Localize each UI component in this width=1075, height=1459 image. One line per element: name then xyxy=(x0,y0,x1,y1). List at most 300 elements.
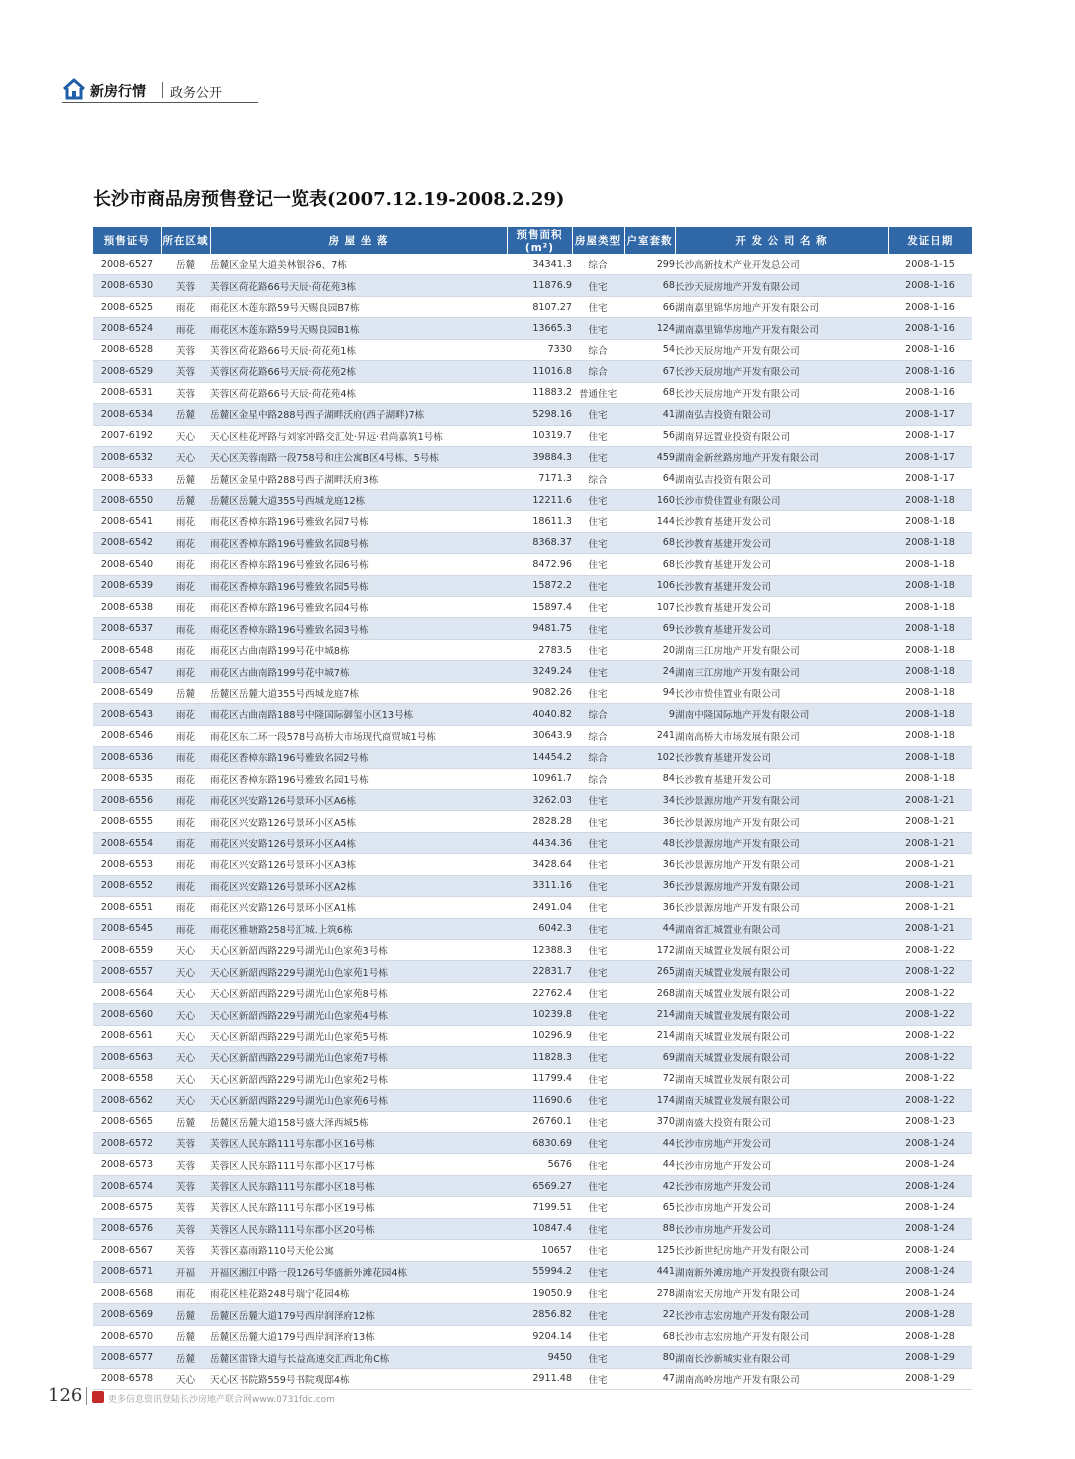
cell-issue-date: 2008-1-22 xyxy=(888,1004,972,1025)
cell-developer: 湖南天城置业发展有限公司 xyxy=(675,961,888,982)
cell-permit-no: 2008-6563 xyxy=(93,1047,161,1068)
cell-issue-date: 2008-1-22 xyxy=(888,1047,972,1068)
cell-area: 19050.9 xyxy=(507,1283,572,1304)
cell-units: 268 xyxy=(624,982,675,1003)
cell-area: 10657 xyxy=(507,1240,572,1261)
table-row xyxy=(93,425,972,446)
cell-units: 69 xyxy=(624,1047,675,1068)
cell-area: 2856.82 xyxy=(507,1304,572,1325)
cell-location: 天心区桂花坪路与刘家冲路交汇处·昇远·君尚嘉筑1号栋 xyxy=(210,425,507,446)
cell-units: 278 xyxy=(624,1283,675,1304)
cell-developer: 湖南宏天房地产开发有限公司 xyxy=(675,1283,888,1304)
table-row xyxy=(93,1197,972,1218)
cell-units: 66 xyxy=(624,296,675,317)
cell-developer: 长沙新世纪房地产开发有限公司 xyxy=(675,1240,888,1261)
table-row xyxy=(93,404,972,425)
cell-permit-no: 2008-6578 xyxy=(93,1368,161,1389)
cell-developer: 湖南金新丝路房地产开发有限公司 xyxy=(675,446,888,467)
cell-issue-date: 2008-1-24 xyxy=(888,1132,972,1153)
cell-developer: 长沙教育基建开发公司 xyxy=(675,511,888,532)
cell-units: 214 xyxy=(624,1025,675,1046)
table-row xyxy=(93,811,972,832)
cell-location: 天心区新韶西路229号湖光山色家苑2号栋 xyxy=(210,1068,507,1089)
table-row xyxy=(93,961,972,982)
cell-district: 芙蓉 xyxy=(161,1197,210,1218)
cell-permit-no: 2008-6541 xyxy=(93,511,161,532)
cell-district: 岳麓 xyxy=(161,1347,210,1368)
cell-permit-no: 2008-6558 xyxy=(93,1068,161,1089)
cell-issue-date: 2008-1-18 xyxy=(888,511,972,532)
house-icon xyxy=(62,78,86,100)
cell-type: 住宅 xyxy=(572,425,624,446)
cell-district: 雨花 xyxy=(161,918,210,939)
cell-units: 68 xyxy=(624,554,675,575)
cell-units: 125 xyxy=(624,1240,675,1261)
cell-units: 36 xyxy=(624,811,675,832)
table-header-row xyxy=(93,227,972,254)
cell-developer: 湖南嘉里锦华房地产开发有限公司 xyxy=(675,296,888,317)
cell-location: 岳麓区岳麓大道355号西城龙庭7栋 xyxy=(210,682,507,703)
header-title: 新房行情 xyxy=(90,84,146,100)
cell-units: 80 xyxy=(624,1347,675,1368)
cell-district: 雨花 xyxy=(161,704,210,725)
cell-type: 住宅 xyxy=(572,854,624,875)
cell-permit-no: 2008-6576 xyxy=(93,1218,161,1239)
cell-permit-no: 2008-6527 xyxy=(93,254,161,275)
cell-issue-date: 2008-1-21 xyxy=(888,897,972,918)
cell-area: 2783.5 xyxy=(507,639,572,660)
cell-permit-no: 2008-6562 xyxy=(93,1090,161,1111)
cell-location: 岳麓区金星中路288号西子湖畔沃府(西子湖畔)7栋 xyxy=(210,404,507,425)
table-row xyxy=(93,339,972,360)
cell-issue-date: 2008-1-18 xyxy=(888,704,972,725)
cell-units: 41 xyxy=(624,404,675,425)
cell-type: 住宅 xyxy=(572,961,624,982)
cell-location: 雨花区兴安路126号景环小区A2栋 xyxy=(210,875,507,896)
cell-issue-date: 2008-1-16 xyxy=(888,382,972,403)
cell-permit-no: 2008-6536 xyxy=(93,747,161,768)
cell-permit-no: 2008-6533 xyxy=(93,468,161,489)
document-title: 长沙市商品房预售登记一览表(2007.12.19-2008.2.29) xyxy=(93,189,565,210)
cell-units: 102 xyxy=(624,747,675,768)
cell-type: 住宅 xyxy=(572,511,624,532)
table-row xyxy=(93,511,972,532)
cell-units: 56 xyxy=(624,425,675,446)
cell-location: 雨花区古曲南路188号中隆国际御玺小区13号栋 xyxy=(210,704,507,725)
cell-area: 9481.75 xyxy=(507,618,572,639)
table-row xyxy=(93,875,972,896)
cell-type: 综合 xyxy=(572,339,624,360)
cell-type: 住宅 xyxy=(572,1047,624,1068)
table-row xyxy=(93,618,972,639)
cell-type: 住宅 xyxy=(572,1304,624,1325)
cell-issue-date: 2008-1-23 xyxy=(888,1111,972,1132)
cell-district: 天心 xyxy=(161,1090,210,1111)
cell-permit-no: 2008-6543 xyxy=(93,704,161,725)
cell-type: 住宅 xyxy=(572,1240,624,1261)
page-footer xyxy=(48,1385,448,1409)
cell-permit-no: 2008-6560 xyxy=(93,1004,161,1025)
cell-type: 住宅 xyxy=(572,789,624,810)
cell-location: 岳麓区金星大道美林银谷6、7栋 xyxy=(210,254,507,275)
cell-location: 芙蓉区荷花路66号天辰·荷花苑3栋 xyxy=(210,275,507,296)
cell-area: 11016.8 xyxy=(507,361,572,382)
cell-issue-date: 2008-1-21 xyxy=(888,789,972,810)
cell-developer: 湖南长沙新城实业有限公司 xyxy=(675,1347,888,1368)
table-row xyxy=(93,1132,972,1153)
cell-type: 住宅 xyxy=(572,296,624,317)
cell-area: 9204.14 xyxy=(507,1325,572,1346)
cell-location: 雨花区香樟东路196号雅致名园3号栋 xyxy=(210,618,507,639)
cell-type: 综合 xyxy=(572,468,624,489)
cell-type: 普通住宅 xyxy=(572,382,624,403)
cell-issue-date: 2008-1-22 xyxy=(888,1090,972,1111)
cell-district: 雨花 xyxy=(161,725,210,746)
cell-developer: 湖南中隆国际地产开发有限公司 xyxy=(675,704,888,725)
cell-developer: 长沙市志宏房地产开发有限公司 xyxy=(675,1325,888,1346)
cell-area: 22762.4 xyxy=(507,982,572,1003)
cell-district: 雨花 xyxy=(161,318,210,339)
cell-area: 11828.3 xyxy=(507,1047,572,1068)
cell-issue-date: 2008-1-21 xyxy=(888,832,972,853)
cell-issue-date: 2008-1-16 xyxy=(888,296,972,317)
cell-district: 岳麓 xyxy=(161,682,210,703)
cell-location: 芙蓉区荷花路66号天辰·荷花苑1栋 xyxy=(210,339,507,360)
cell-area: 10847.4 xyxy=(507,1218,572,1239)
cell-permit-no: 2008-6550 xyxy=(93,489,161,510)
cell-developer: 长沙景源房地产开发有限公司 xyxy=(675,811,888,832)
cell-issue-date: 2008-1-18 xyxy=(888,489,972,510)
cell-developer: 湖南三江房地产开发有限公司 xyxy=(675,661,888,682)
cell-issue-date: 2008-1-18 xyxy=(888,575,972,596)
cell-area: 22831.7 xyxy=(507,961,572,982)
cell-permit-no: 2008-6567 xyxy=(93,1240,161,1261)
cell-permit-no: 2008-6577 xyxy=(93,1347,161,1368)
table-row xyxy=(93,275,972,296)
cell-district: 芙蓉 xyxy=(161,1175,210,1196)
cell-location: 雨花区桂花路248号瑞宁花园4栋 xyxy=(210,1283,507,1304)
cell-district: 芙蓉 xyxy=(161,1154,210,1175)
cell-location: 天心区新韶西路229号湖光山色家苑7号栋 xyxy=(210,1047,507,1068)
cell-type: 住宅 xyxy=(572,940,624,961)
cell-type: 住宅 xyxy=(572,1090,624,1111)
cell-location: 雨花区兴安路126号景环小区A4栋 xyxy=(210,832,507,853)
cell-developer: 湖南弘吉投资有限公司 xyxy=(675,468,888,489)
cell-units: 34 xyxy=(624,789,675,810)
cell-area: 34341.3 xyxy=(507,254,572,275)
cell-location: 岳麓区岳麓大道355号西城龙庭12栋 xyxy=(210,489,507,510)
cell-area: 11690.6 xyxy=(507,1090,572,1111)
cell-units: 68 xyxy=(624,275,675,296)
cell-issue-date: 2008-1-16 xyxy=(888,339,972,360)
cell-permit-no: 2008-6530 xyxy=(93,275,161,296)
cell-developer: 湖南天城置业发展有限公司 xyxy=(675,1004,888,1025)
cell-units: 36 xyxy=(624,897,675,918)
table-row xyxy=(93,1325,972,1346)
cell-developer: 湖南高岭房地产开发有限公司 xyxy=(675,1368,888,1389)
cell-type: 住宅 xyxy=(572,1283,624,1304)
cell-developer: 长沙教育基建开发公司 xyxy=(675,618,888,639)
cell-issue-date: 2008-1-17 xyxy=(888,468,972,489)
cell-district: 天心 xyxy=(161,1025,210,1046)
cell-district: 芙蓉 xyxy=(161,1240,210,1261)
cell-units: 124 xyxy=(624,318,675,339)
cell-units: 65 xyxy=(624,1197,675,1218)
cell-location: 雨花区香樟东路196号雅致名园2号栋 xyxy=(210,747,507,768)
table-row xyxy=(93,747,972,768)
table-row xyxy=(93,1218,972,1239)
cell-type: 住宅 xyxy=(572,554,624,575)
cell-units: 68 xyxy=(624,1325,675,1346)
cell-area: 12388.3 xyxy=(507,940,572,961)
cell-type: 住宅 xyxy=(572,1218,624,1239)
cell-location: 雨花区香樟东路196号雅致名园4号栋 xyxy=(210,597,507,618)
cell-district: 雨花 xyxy=(161,854,210,875)
cell-district: 雨花 xyxy=(161,618,210,639)
cell-permit-no: 2008-6556 xyxy=(93,789,161,810)
cell-permit-no: 2008-6573 xyxy=(93,1154,161,1175)
cell-area: 39884.3 xyxy=(507,446,572,467)
cell-units: 68 xyxy=(624,382,675,403)
header-subtitle: 政务公开 xyxy=(170,86,223,101)
cell-area: 9082.26 xyxy=(507,682,572,703)
cell-area: 3311.16 xyxy=(507,875,572,896)
cell-permit-no: 2008-6540 xyxy=(93,554,161,575)
cell-developer: 湖南高桥大市场发展有限公司 xyxy=(675,725,888,746)
cell-district: 雨花 xyxy=(161,532,210,553)
cell-permit-no: 2008-6574 xyxy=(93,1175,161,1196)
cell-issue-date: 2008-1-18 xyxy=(888,554,972,575)
cell-location: 岳麓区金星中路288号西子湖畔沃府3栋 xyxy=(210,468,507,489)
cell-area: 3249.24 xyxy=(507,661,572,682)
cell-permit-no: 2008-6537 xyxy=(93,618,161,639)
cell-area: 15872.2 xyxy=(507,575,572,596)
cell-developer: 长沙教育基建开发公司 xyxy=(675,747,888,768)
cell-area: 6042.3 xyxy=(507,918,572,939)
cell-type: 住宅 xyxy=(572,1325,624,1346)
table-row xyxy=(93,532,972,553)
cell-developer: 长沙景源房地产开发有限公司 xyxy=(675,832,888,853)
table-row xyxy=(93,1004,972,1025)
cell-issue-date: 2008-1-16 xyxy=(888,318,972,339)
cell-location: 雨花区兴安路126号景环小区A3栋 xyxy=(210,854,507,875)
cell-issue-date: 2008-1-24 xyxy=(888,1261,972,1282)
cell-issue-date: 2008-1-18 xyxy=(888,597,972,618)
cell-location: 雨花区木莲东路59号天赐良园B7栋 xyxy=(210,296,507,317)
cell-area: 12211.6 xyxy=(507,489,572,510)
cell-location: 芙蓉区荷花路66号天辰·荷花苑4栋 xyxy=(210,382,507,403)
cell-permit-no: 2008-6524 xyxy=(93,318,161,339)
cell-location: 芙蓉区嘉雨路110号天伦公寓 xyxy=(210,1240,507,1261)
cell-type: 综合 xyxy=(572,704,624,725)
cell-permit-no: 2008-6538 xyxy=(93,597,161,618)
cell-developer: 长沙市贽佳置业有限公司 xyxy=(675,682,888,703)
cell-location: 雨花区香樟东路196号雅致名园6号栋 xyxy=(210,554,507,575)
cell-developer: 湖南天城置业发展有限公司 xyxy=(675,982,888,1003)
table-row xyxy=(93,1261,972,1282)
cell-type: 综合 xyxy=(572,725,624,746)
table-row xyxy=(93,575,972,596)
cell-district: 岳麓 xyxy=(161,254,210,275)
cell-developer: 湖南天城置业发展有限公司 xyxy=(675,1068,888,1089)
cell-district: 雨花 xyxy=(161,597,210,618)
cell-permit-no: 2008-6545 xyxy=(93,918,161,939)
cell-issue-date: 2008-1-24 xyxy=(888,1197,972,1218)
cell-permit-no: 2008-6569 xyxy=(93,1304,161,1325)
cell-district: 雨花 xyxy=(161,832,210,853)
cell-units: 441 xyxy=(624,1261,675,1282)
cell-developer: 长沙市志宏房地产开发有限公司 xyxy=(675,1304,888,1325)
cell-location: 天心区新韶西路229号湖光山色家苑3号栋 xyxy=(210,940,507,961)
table-row xyxy=(93,361,972,382)
cell-developer: 长沙教育基建开发公司 xyxy=(675,768,888,789)
cell-issue-date: 2008-1-28 xyxy=(888,1325,972,1346)
cell-district: 芙蓉 xyxy=(161,382,210,403)
cell-units: 48 xyxy=(624,832,675,853)
cell-permit-no: 2008-6547 xyxy=(93,661,161,682)
cell-issue-date: 2008-1-18 xyxy=(888,618,972,639)
cell-developer: 长沙教育基建开发公司 xyxy=(675,597,888,618)
cell-issue-date: 2008-1-22 xyxy=(888,982,972,1003)
cell-area: 3262.03 xyxy=(507,789,572,810)
cell-units: 69 xyxy=(624,618,675,639)
col-header-area: 预售面积(m²) xyxy=(507,227,572,254)
cell-issue-date: 2008-1-18 xyxy=(888,747,972,768)
cell-issue-date: 2008-1-22 xyxy=(888,961,972,982)
cell-permit-no: 2008-6546 xyxy=(93,725,161,746)
cell-type: 住宅 xyxy=(572,1154,624,1175)
cell-permit-no: 2008-6570 xyxy=(93,1325,161,1346)
cell-permit-no: 2008-6539 xyxy=(93,575,161,596)
cell-units: 72 xyxy=(624,1068,675,1089)
cell-issue-date: 2008-1-21 xyxy=(888,854,972,875)
cell-type: 住宅 xyxy=(572,275,624,296)
cell-permit-no: 2008-6565 xyxy=(93,1111,161,1132)
cell-type: 住宅 xyxy=(572,1261,624,1282)
cell-district: 芙蓉 xyxy=(161,1132,210,1153)
cell-issue-date: 2008-1-22 xyxy=(888,1025,972,1046)
cell-area: 26760.1 xyxy=(507,1111,572,1132)
cell-developer: 湖南天城置业发展有限公司 xyxy=(675,1047,888,1068)
cell-type: 住宅 xyxy=(572,832,624,853)
cell-developer: 长沙市房地产开发公司 xyxy=(675,1154,888,1175)
cell-permit-no: 2008-6572 xyxy=(93,1132,161,1153)
cell-issue-date: 2008-1-28 xyxy=(888,1304,972,1325)
cell-permit-no: 2008-6553 xyxy=(93,854,161,875)
cell-district: 岳麓 xyxy=(161,404,210,425)
cell-type: 住宅 xyxy=(572,618,624,639)
cell-district: 天心 xyxy=(161,1368,210,1389)
cell-area: 8472.96 xyxy=(507,554,572,575)
table-row xyxy=(93,1090,972,1111)
cell-type: 住宅 xyxy=(572,1197,624,1218)
cell-location: 雨花区香樟东路196号雅致名园8号栋 xyxy=(210,532,507,553)
table-row xyxy=(93,897,972,918)
cell-units: 44 xyxy=(624,918,675,939)
table-row xyxy=(93,446,972,467)
cell-district: 天心 xyxy=(161,1047,210,1068)
cell-developer: 长沙教育基建开发公司 xyxy=(675,575,888,596)
cell-permit-no: 2008-6555 xyxy=(93,811,161,832)
cell-area: 13665.3 xyxy=(507,318,572,339)
cell-area: 14454.2 xyxy=(507,747,572,768)
cell-issue-date: 2008-1-17 xyxy=(888,446,972,467)
cell-units: 24 xyxy=(624,661,675,682)
cell-location: 岳麓区岳麓大道179号西岸润泽府12栋 xyxy=(210,1304,507,1325)
cell-developer: 长沙天辰房地产开发有限公司 xyxy=(675,382,888,403)
table-row xyxy=(93,661,972,682)
cell-location: 天心区新韶西路229号湖光山色家苑1号栋 xyxy=(210,961,507,982)
cell-permit-no: 2008-6548 xyxy=(93,639,161,660)
cell-area: 4040.82 xyxy=(507,704,572,725)
header-divider xyxy=(162,82,163,98)
cell-location: 雨花区东二环一段578号高桥大市场现代商贸城1号栋 xyxy=(210,725,507,746)
table-row xyxy=(93,1025,972,1046)
cell-issue-date: 2008-1-21 xyxy=(888,918,972,939)
table-body xyxy=(93,254,972,1390)
table-row xyxy=(93,1068,972,1089)
cell-area: 7199.51 xyxy=(507,1197,572,1218)
cell-issue-date: 2008-1-18 xyxy=(888,639,972,660)
cell-units: 370 xyxy=(624,1111,675,1132)
table-row xyxy=(93,725,972,746)
cell-district: 开福 xyxy=(161,1261,210,1282)
cell-area: 10296.9 xyxy=(507,1025,572,1046)
cell-developer: 长沙市房地产开发公司 xyxy=(675,1218,888,1239)
cell-developer: 湖南天城置业发展有限公司 xyxy=(675,1025,888,1046)
cell-units: 88 xyxy=(624,1218,675,1239)
cell-area: 8368.37 xyxy=(507,532,572,553)
cell-location: 雨花区香樟东路196号雅致名园7号栋 xyxy=(210,511,507,532)
cell-issue-date: 2008-1-18 xyxy=(888,682,972,703)
cell-issue-date: 2008-1-21 xyxy=(888,811,972,832)
table-row xyxy=(93,918,972,939)
cell-location: 雨花区古曲南路199号花中城7栋 xyxy=(210,661,507,682)
cell-area: 15897.4 xyxy=(507,597,572,618)
cell-area: 3428.64 xyxy=(507,854,572,875)
cell-district: 岳麓 xyxy=(161,1304,210,1325)
cell-permit-no: 2008-6552 xyxy=(93,875,161,896)
cell-location: 开福区湘江中路一段126号华盛新外滩花园4栋 xyxy=(210,1261,507,1282)
cell-units: 107 xyxy=(624,597,675,618)
cell-area: 2828.28 xyxy=(507,811,572,832)
cell-type: 住宅 xyxy=(572,897,624,918)
cell-location: 天心区新韶西路229号湖光山色家苑6号栋 xyxy=(210,1090,507,1111)
cell-developer: 长沙市贽佳置业有限公司 xyxy=(675,489,888,510)
cell-area: 30643.9 xyxy=(507,725,572,746)
cell-issue-date: 2008-1-29 xyxy=(888,1368,972,1389)
cell-location: 岳麓区岳麓大道179号西岸润泽府13栋 xyxy=(210,1325,507,1346)
cell-area: 2491.04 xyxy=(507,897,572,918)
cell-units: 67 xyxy=(624,361,675,382)
cell-permit-no: 2008-6532 xyxy=(93,446,161,467)
cell-issue-date: 2008-1-24 xyxy=(888,1218,972,1239)
table-row xyxy=(93,1111,972,1132)
table-row xyxy=(93,768,972,789)
cell-area: 6830.69 xyxy=(507,1132,572,1153)
col-header-location: 房 屋 坐 落 xyxy=(210,227,507,254)
cell-developer: 长沙天辰房地产开发有限公司 xyxy=(675,361,888,382)
cell-type: 住宅 xyxy=(572,1068,624,1089)
table-row xyxy=(93,554,972,575)
cell-units: 54 xyxy=(624,339,675,360)
cell-district: 岳麓 xyxy=(161,489,210,510)
cell-units: 9 xyxy=(624,704,675,725)
cell-permit-no: 2008-6557 xyxy=(93,961,161,982)
table-row xyxy=(93,382,972,403)
cell-issue-date: 2008-1-24 xyxy=(888,1175,972,1196)
cell-issue-date: 2008-1-15 xyxy=(888,254,972,275)
